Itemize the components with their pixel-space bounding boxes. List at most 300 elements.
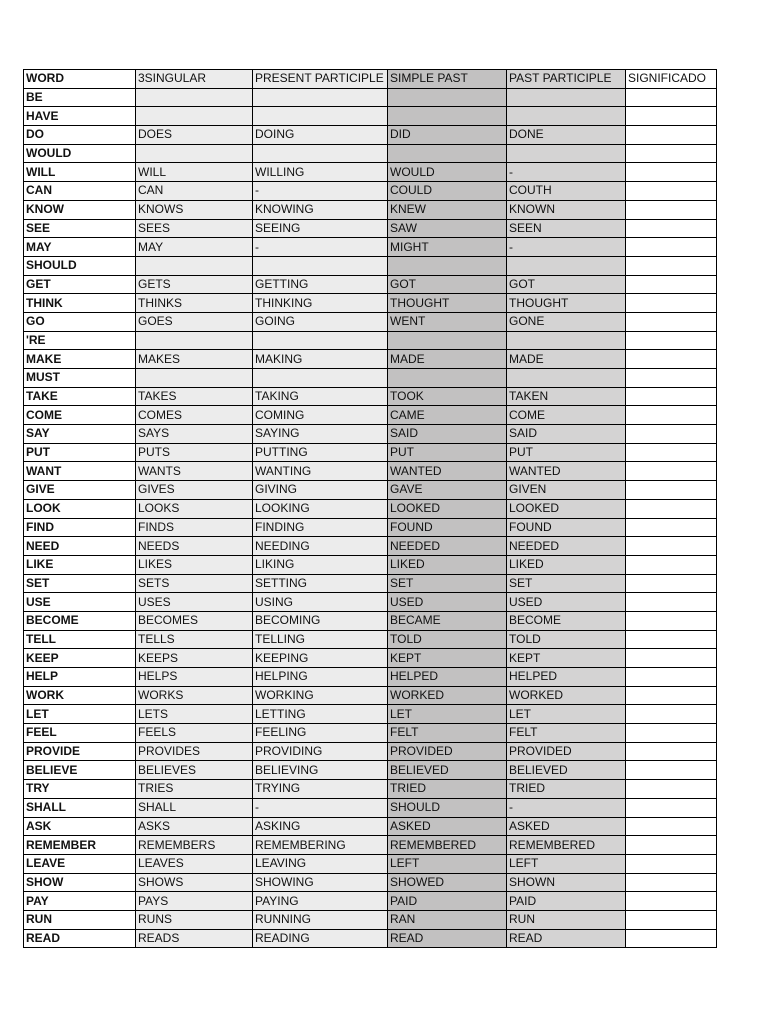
cell-present-participle: ASKING [253, 817, 388, 836]
cell-third-singular: SAYS [136, 425, 253, 444]
cell-word: WANT [24, 462, 136, 481]
table-row [24, 107, 717, 126]
cell-past-participle: LET [507, 705, 626, 724]
cell-significado [626, 518, 717, 537]
cell-past-participle: FELT [507, 724, 626, 743]
cell-simple-past: PAID [388, 892, 507, 911]
cell-significado [626, 350, 717, 369]
table-row [24, 126, 717, 145]
cell-word: KEEP [24, 649, 136, 668]
cell-word: PUT [24, 443, 136, 462]
table-row [24, 406, 717, 425]
table-row [24, 256, 717, 275]
cell-simple-past: WANTED [388, 462, 507, 481]
cell-significado [626, 462, 717, 481]
cell-past-participle: TAKEN [507, 387, 626, 406]
cell-past-participle: - [507, 163, 626, 182]
table-row [24, 555, 717, 574]
cell-present-participle: SETTING [253, 574, 388, 593]
cell-present-participle: LETTING [253, 705, 388, 724]
cell-third-singular: TELLS [136, 630, 253, 649]
table-row [24, 929, 717, 948]
cell-simple-past: WOULD [388, 163, 507, 182]
table-row [24, 910, 717, 929]
cell-word: TAKE [24, 387, 136, 406]
table-row [24, 780, 717, 799]
cell-past-participle: REMEMBERED [507, 836, 626, 855]
cell-past-participle: MADE [507, 350, 626, 369]
cell-word: WORK [24, 686, 136, 705]
cell-present-participle: LEAVING [253, 854, 388, 873]
cell-third-singular: LOOKS [136, 499, 253, 518]
cell-word: SHALL [24, 798, 136, 817]
cell-present-participle: READING [253, 929, 388, 948]
table-row [24, 611, 717, 630]
cell-word: WILL [24, 163, 136, 182]
cell-significado [626, 425, 717, 444]
cell-simple-past: USED [388, 593, 507, 612]
table-row [24, 593, 717, 612]
cell-word: 'RE [24, 331, 136, 350]
table-row [24, 238, 717, 257]
cell-present-participle: NEEDING [253, 537, 388, 556]
cell-significado [626, 275, 717, 294]
cell-past-participle: ASKED [507, 817, 626, 836]
cell-significado [626, 742, 717, 761]
cell-present-participle [253, 88, 388, 107]
cell-present-participle: COMING [253, 406, 388, 425]
cell-word: SHOW [24, 873, 136, 892]
cell-present-participle: RUNNING [253, 910, 388, 929]
cell-word: MUST [24, 369, 136, 388]
cell-significado [626, 369, 717, 388]
cell-significado [626, 443, 717, 462]
cell-simple-past: SAW [388, 219, 507, 238]
cell-third-singular: MAY [136, 238, 253, 257]
table-row [24, 425, 717, 444]
table-row [24, 182, 717, 201]
table-row [24, 144, 717, 163]
cell-significado [626, 406, 717, 425]
cell-significado [626, 724, 717, 743]
cell-present-participle: SEEING [253, 219, 388, 238]
cell-word: TELL [24, 630, 136, 649]
cell-significado [626, 200, 717, 219]
cell-third-singular [136, 256, 253, 275]
table-row [24, 817, 717, 836]
cell-significado [626, 88, 717, 107]
cell-past-participle: WORKED [507, 686, 626, 705]
cell-simple-past: GOT [388, 275, 507, 294]
table-row [24, 369, 717, 388]
cell-simple-past [388, 369, 507, 388]
cell-third-singular: HELPS [136, 668, 253, 687]
cell-present-participle: LIKING [253, 555, 388, 574]
cell-past-participle: NEEDED [507, 537, 626, 556]
cell-simple-past: NEEDED [388, 537, 507, 556]
cell-present-participle: BELIEVING [253, 761, 388, 780]
cell-simple-past: RAN [388, 910, 507, 929]
cell-simple-past: WENT [388, 312, 507, 331]
cell-word: MAKE [24, 350, 136, 369]
cell-simple-past: LOOKED [388, 499, 507, 518]
cell-significado [626, 630, 717, 649]
cell-significado [626, 611, 717, 630]
cell-third-singular: PAYS [136, 892, 253, 911]
cell-word: BELIEVE [24, 761, 136, 780]
cell-significado [626, 481, 717, 500]
cell-significado [626, 219, 717, 238]
table-row [24, 499, 717, 518]
cell-significado [626, 144, 717, 163]
cell-third-singular: FINDS [136, 518, 253, 537]
cell-simple-past: MIGHT [388, 238, 507, 257]
cell-significado [626, 331, 717, 350]
cell-simple-past: BECAME [388, 611, 507, 630]
cell-past-participle: GONE [507, 312, 626, 331]
cell-significado [626, 780, 717, 799]
cell-present-participle: USING [253, 593, 388, 612]
cell-word: HAVE [24, 107, 136, 126]
cell-past-participle: SHOWN [507, 873, 626, 892]
cell-significado [626, 817, 717, 836]
cell-present-participle: LOOKING [253, 499, 388, 518]
cell-third-singular [136, 144, 253, 163]
cell-past-participle: COUTH [507, 182, 626, 201]
cell-present-participle: WORKING [253, 686, 388, 705]
cell-word: GET [24, 275, 136, 294]
cell-present-participle: PROVIDING [253, 742, 388, 761]
cell-word: PROVIDE [24, 742, 136, 761]
cell-present-participle: WILLING [253, 163, 388, 182]
cell-word: WOULD [24, 144, 136, 163]
cell-word: MAY [24, 238, 136, 257]
cell-past-participle: TOLD [507, 630, 626, 649]
cell-word: HELP [24, 668, 136, 687]
cell-word: SET [24, 574, 136, 593]
cell-simple-past: BELIEVED [388, 761, 507, 780]
cell-simple-past: DID [388, 126, 507, 145]
cell-present-participle: DOING [253, 126, 388, 145]
table-row [24, 462, 717, 481]
cell-present-participle: GIVING [253, 481, 388, 500]
cell-significado [626, 499, 717, 518]
cell-past-participle: SEEN [507, 219, 626, 238]
cell-simple-past: TRIED [388, 780, 507, 799]
cell-simple-past [388, 88, 507, 107]
table-row [24, 649, 717, 668]
cell-significado [626, 929, 717, 948]
cell-third-singular: SHALL [136, 798, 253, 817]
cell-past-participle: GOT [507, 275, 626, 294]
cell-simple-past: SET [388, 574, 507, 593]
cell-simple-past: GAVE [388, 481, 507, 500]
cell-significado [626, 574, 717, 593]
cell-third-singular: NEEDS [136, 537, 253, 556]
cell-third-singular: KEEPS [136, 649, 253, 668]
cell-significado [626, 649, 717, 668]
cell-third-singular: PUTS [136, 443, 253, 462]
cell-word: KNOW [24, 200, 136, 219]
header-significado: SIGNIFICADO [626, 70, 717, 89]
cell-third-singular: TAKES [136, 387, 253, 406]
cell-significado [626, 892, 717, 911]
cell-third-singular: LIKES [136, 555, 253, 574]
cell-past-participle: - [507, 798, 626, 817]
cell-past-participle [507, 369, 626, 388]
verb-table-body [24, 70, 717, 948]
cell-past-participle: PUT [507, 443, 626, 462]
cell-present-participle: - [253, 238, 388, 257]
cell-present-participle [253, 107, 388, 126]
cell-significado [626, 873, 717, 892]
table-row [24, 331, 717, 350]
cell-past-participle: LOOKED [507, 499, 626, 518]
cell-past-participle: SET [507, 574, 626, 593]
table-row [24, 350, 717, 369]
header-past-participle: PAST PARTICIPLE [507, 70, 626, 89]
table-row [24, 163, 717, 182]
table-row [24, 798, 717, 817]
cell-present-participle: - [253, 182, 388, 201]
cell-word: SEE [24, 219, 136, 238]
cell-third-singular: SHOWS [136, 873, 253, 892]
cell-third-singular: WILL [136, 163, 253, 182]
cell-third-singular: GETS [136, 275, 253, 294]
cell-third-singular: USES [136, 593, 253, 612]
cell-simple-past: ASKED [388, 817, 507, 836]
table-row [24, 761, 717, 780]
cell-word: LIKE [24, 555, 136, 574]
cell-simple-past: SAID [388, 425, 507, 444]
cell-simple-past: REMEMBERED [388, 836, 507, 855]
cell-past-participle: FOUND [507, 518, 626, 537]
cell-present-participle: GETTING [253, 275, 388, 294]
cell-third-singular: THINKS [136, 294, 253, 313]
cell-past-participle: GIVEN [507, 481, 626, 500]
header-third-singular: 3SINGULAR [136, 70, 253, 89]
cell-third-singular: KNOWS [136, 200, 253, 219]
cell-past-participle: DONE [507, 126, 626, 145]
cell-simple-past: LEFT [388, 854, 507, 873]
table-row [24, 742, 717, 761]
cell-word: LET [24, 705, 136, 724]
cell-word: CAN [24, 182, 136, 201]
cell-past-participle: THOUGHT [507, 294, 626, 313]
table-row [24, 200, 717, 219]
cell-present-participle: PUTTING [253, 443, 388, 462]
cell-third-singular: TRIES [136, 780, 253, 799]
cell-simple-past: WORKED [388, 686, 507, 705]
table-row [24, 873, 717, 892]
cell-simple-past [388, 256, 507, 275]
cell-past-participle: LIKED [507, 555, 626, 574]
cell-past-participle: BECOME [507, 611, 626, 630]
table-row [24, 275, 717, 294]
table-row [24, 686, 717, 705]
cell-simple-past: FOUND [388, 518, 507, 537]
cell-present-participle: KNOWING [253, 200, 388, 219]
cell-present-participle: TELLING [253, 630, 388, 649]
cell-word: LEAVE [24, 854, 136, 873]
cell-significado [626, 256, 717, 275]
cell-past-participle [507, 331, 626, 350]
cell-past-participle [507, 107, 626, 126]
cell-third-singular: DOES [136, 126, 253, 145]
cell-word: FEEL [24, 724, 136, 743]
cell-significado [626, 593, 717, 612]
cell-word: RUN [24, 910, 136, 929]
cell-present-participle [253, 256, 388, 275]
table-row [24, 518, 717, 537]
cell-significado [626, 312, 717, 331]
table-row [24, 481, 717, 500]
table-row [24, 668, 717, 687]
cell-significado [626, 107, 717, 126]
cell-past-participle: LEFT [507, 854, 626, 873]
cell-present-participle [253, 144, 388, 163]
cell-word: GIVE [24, 481, 136, 500]
cell-past-participle: USED [507, 593, 626, 612]
cell-significado [626, 555, 717, 574]
cell-third-singular [136, 107, 253, 126]
cell-present-participle: FINDING [253, 518, 388, 537]
table-row [24, 312, 717, 331]
cell-present-participle: KEEPING [253, 649, 388, 668]
cell-simple-past: CAME [388, 406, 507, 425]
cell-past-participle: PROVIDED [507, 742, 626, 761]
cell-simple-past: READ [388, 929, 507, 948]
cell-word: REMEMBER [24, 836, 136, 855]
table-row [24, 219, 717, 238]
cell-third-singular: FEELS [136, 724, 253, 743]
table-row [24, 574, 717, 593]
cell-significado [626, 163, 717, 182]
cell-word: GO [24, 312, 136, 331]
cell-significado [626, 387, 717, 406]
table-row [24, 537, 717, 556]
cell-word: SAY [24, 425, 136, 444]
cell-simple-past: KNEW [388, 200, 507, 219]
cell-past-participle: TRIED [507, 780, 626, 799]
cell-third-singular: CAN [136, 182, 253, 201]
cell-past-participle: RUN [507, 910, 626, 929]
header-row [24, 70, 717, 89]
table-row [24, 892, 717, 911]
cell-word: USE [24, 593, 136, 612]
cell-word: READ [24, 929, 136, 948]
cell-past-participle: WANTED [507, 462, 626, 481]
table-row [24, 854, 717, 873]
cell-third-singular [136, 331, 253, 350]
cell-simple-past: MADE [388, 350, 507, 369]
cell-third-singular: ASKS [136, 817, 253, 836]
cell-present-participle: FEELING [253, 724, 388, 743]
cell-third-singular: BECOMES [136, 611, 253, 630]
cell-present-participle: - [253, 798, 388, 817]
cell-third-singular: READS [136, 929, 253, 948]
cell-word: DO [24, 126, 136, 145]
cell-simple-past: SHOULD [388, 798, 507, 817]
cell-past-participle: KEPT [507, 649, 626, 668]
cell-simple-past: KEPT [388, 649, 507, 668]
cell-simple-past: TOOK [388, 387, 507, 406]
cell-word: FIND [24, 518, 136, 537]
table-row [24, 630, 717, 649]
cell-significado [626, 238, 717, 257]
cell-significado [626, 854, 717, 873]
cell-word: COME [24, 406, 136, 425]
cell-third-singular: WORKS [136, 686, 253, 705]
cell-significado [626, 686, 717, 705]
cell-present-participle: SAYING [253, 425, 388, 444]
cell-third-singular: GIVES [136, 481, 253, 500]
cell-word: PAY [24, 892, 136, 911]
cell-past-participle: COME [507, 406, 626, 425]
cell-significado [626, 668, 717, 687]
cell-third-singular: WANTS [136, 462, 253, 481]
cell-past-participle [507, 256, 626, 275]
table-row [24, 443, 717, 462]
cell-simple-past: LET [388, 705, 507, 724]
cell-present-participle: SHOWING [253, 873, 388, 892]
header-word: WORD [24, 70, 136, 89]
cell-past-participle [507, 88, 626, 107]
cell-significado [626, 705, 717, 724]
cell-word: SHOULD [24, 256, 136, 275]
cell-simple-past [388, 144, 507, 163]
cell-significado [626, 294, 717, 313]
cell-third-singular: MAKES [136, 350, 253, 369]
cell-third-singular: RUNS [136, 910, 253, 929]
cell-significado [626, 126, 717, 145]
cell-significado [626, 537, 717, 556]
cell-third-singular: SEES [136, 219, 253, 238]
cell-third-singular: GOES [136, 312, 253, 331]
table-row [24, 724, 717, 743]
cell-simple-past: TOLD [388, 630, 507, 649]
cell-simple-past: COULD [388, 182, 507, 201]
cell-word: NEED [24, 537, 136, 556]
cell-significado [626, 761, 717, 780]
table-row [24, 836, 717, 855]
cell-third-singular: LETS [136, 705, 253, 724]
cell-third-singular [136, 369, 253, 388]
cell-present-participle: TRYING [253, 780, 388, 799]
cell-simple-past [388, 331, 507, 350]
cell-past-participle: SAID [507, 425, 626, 444]
table-row [24, 294, 717, 313]
cell-present-participle: REMEMBERING [253, 836, 388, 855]
cell-simple-past: SHOWED [388, 873, 507, 892]
cell-third-singular: PROVIDES [136, 742, 253, 761]
cell-significado [626, 836, 717, 855]
cell-third-singular: REMEMBERS [136, 836, 253, 855]
table-row [24, 88, 717, 107]
cell-third-singular [136, 88, 253, 107]
table-row [24, 705, 717, 724]
cell-present-participle [253, 369, 388, 388]
cell-significado [626, 910, 717, 929]
cell-present-participle: TAKING [253, 387, 388, 406]
cell-word: BECOME [24, 611, 136, 630]
cell-simple-past: PUT [388, 443, 507, 462]
cell-past-participle: BELIEVED [507, 761, 626, 780]
cell-word: TRY [24, 780, 136, 799]
cell-word: THINK [24, 294, 136, 313]
cell-simple-past: FELT [388, 724, 507, 743]
cell-past-participle: HELPED [507, 668, 626, 687]
